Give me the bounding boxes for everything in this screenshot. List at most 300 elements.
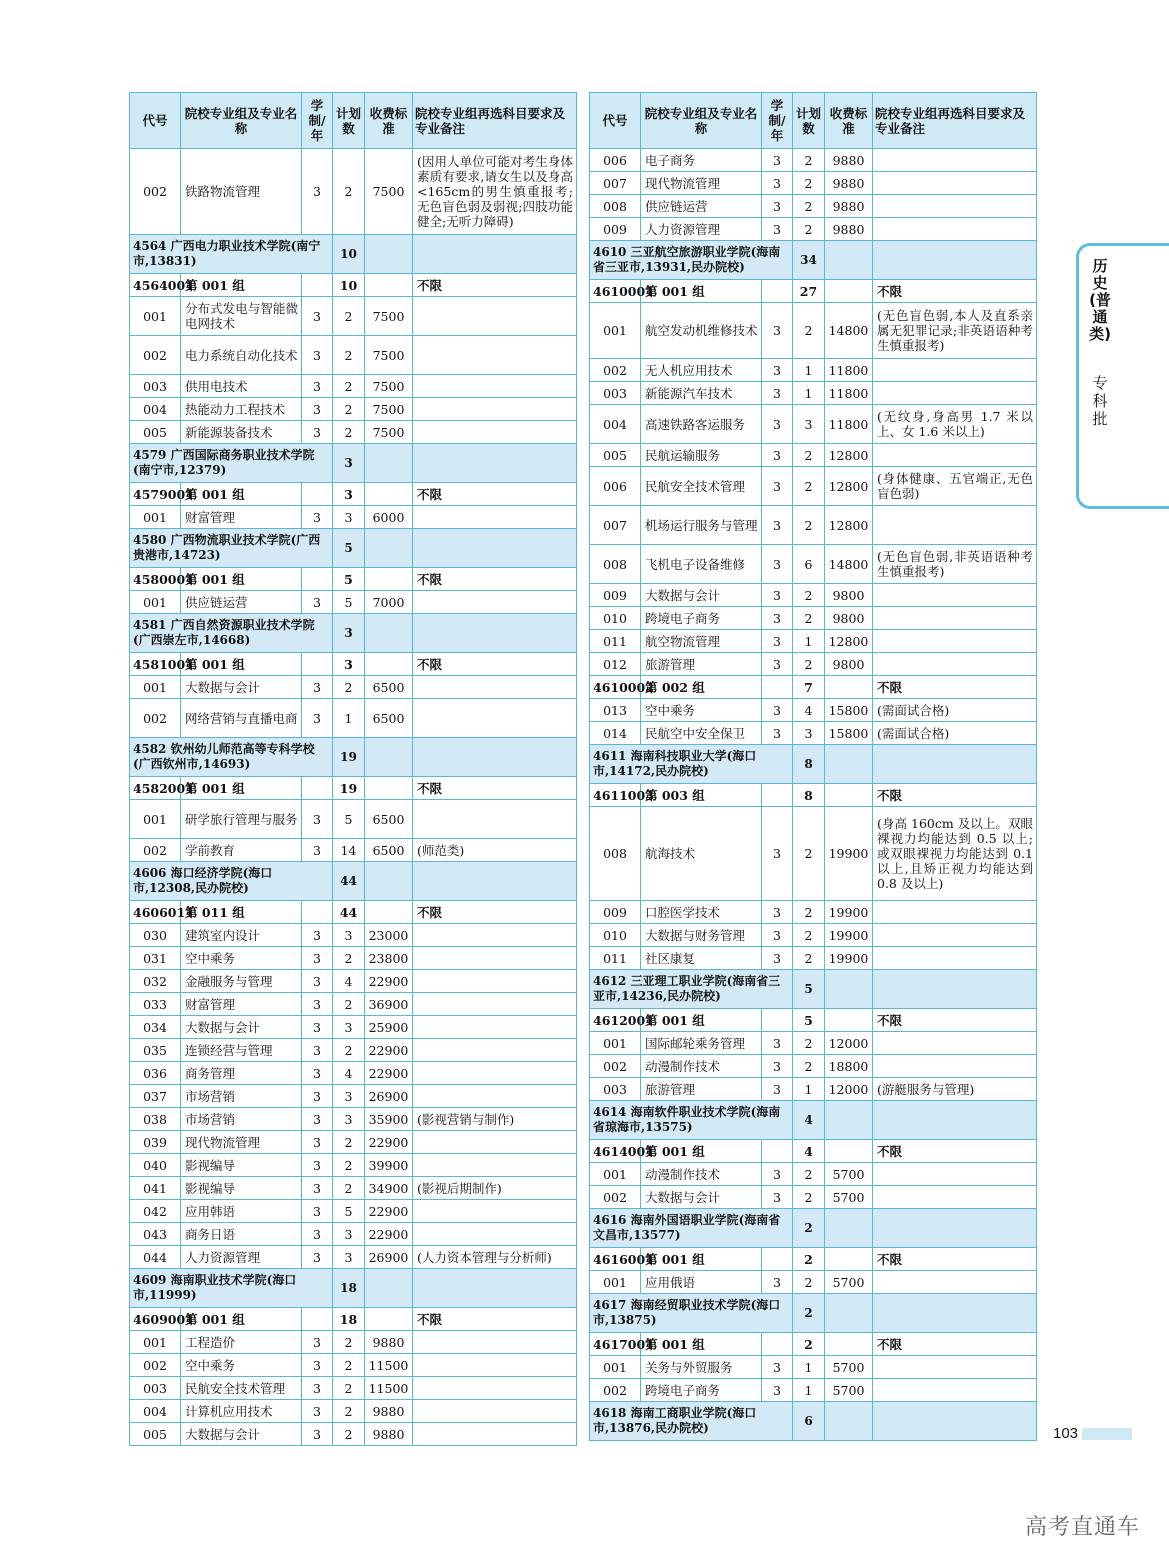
plan-count: 2 <box>333 336 365 375</box>
fee: 9800 <box>825 653 873 676</box>
subject-requirement: 不限 <box>873 676 1037 699</box>
major-row <box>590 218 1037 241</box>
major-note <box>413 1223 577 1246</box>
plan-count: 5 <box>333 529 365 568</box>
major-row <box>130 1039 577 1062</box>
plan-count: 18 <box>333 1308 365 1331</box>
empty-cell <box>762 1140 793 1163</box>
fee: 7500 <box>365 398 413 421</box>
header-name: 院校专业组及专业名称 <box>641 93 762 149</box>
major-note <box>873 444 1037 467</box>
major-row <box>130 1246 577 1269</box>
empty-cell <box>873 241 1037 280</box>
plan-count: 5 <box>793 970 825 1009</box>
major-code: 003 <box>590 382 641 405</box>
years: 3 <box>762 1163 793 1186</box>
years: 3 <box>302 1039 333 1062</box>
plan-count: 2 <box>333 1377 365 1400</box>
school-row <box>130 1269 577 1308</box>
admissions-table-left <box>129 92 577 1446</box>
group-row <box>590 1333 1037 1356</box>
fee: 15800 <box>825 699 873 722</box>
group-code: 4606011 <box>130 901 181 924</box>
subject-requirement: 不限 <box>413 653 577 676</box>
fee: 9880 <box>825 195 873 218</box>
group-row <box>590 1140 1037 1163</box>
major-note <box>413 297 577 336</box>
major-note <box>873 506 1037 545</box>
major-code: 003 <box>590 1078 641 1101</box>
empty-cell <box>302 901 333 924</box>
major-row <box>130 970 577 993</box>
major-code: 003 <box>130 375 181 398</box>
plan-count: 2 <box>333 1154 365 1177</box>
years: 3 <box>762 699 793 722</box>
major-code: 039 <box>130 1131 181 1154</box>
major-row <box>130 1354 577 1377</box>
plan-count: 10 <box>333 274 365 297</box>
group-name: 第 001 组 <box>641 1009 762 1032</box>
group-row <box>130 483 577 506</box>
years: 3 <box>302 1423 333 1446</box>
major-name: 空中乘务 <box>181 1354 302 1377</box>
major-code: 042 <box>130 1200 181 1223</box>
empty-cell <box>825 1248 873 1271</box>
years: 3 <box>762 807 793 901</box>
fee: 22900 <box>365 1223 413 1246</box>
major-row <box>130 1400 577 1423</box>
years: 3 <box>302 297 333 336</box>
major-code: 001 <box>590 1032 641 1055</box>
years: 3 <box>302 375 333 398</box>
major-name: 铁路物流管理 <box>181 149 302 235</box>
years: 3 <box>302 1154 333 1177</box>
empty-cell <box>825 745 873 784</box>
fee: 7500 <box>365 375 413 398</box>
subject-requirement: 不限 <box>873 280 1037 303</box>
major-note: (因用人单位可能对考生身体素质有要求,请女生以及身高<165cm的男生慎重报考;无色盲色弱及弱视;四肢功能健全;无听力障碍) <box>413 149 577 235</box>
major-note <box>873 1055 1037 1078</box>
major-name: 计算机应用技术 <box>181 1400 302 1423</box>
major-code: 002 <box>590 359 641 382</box>
major-row <box>130 591 577 614</box>
school-row <box>590 970 1037 1009</box>
major-note <box>413 1377 577 1400</box>
school-name: 4611 海南科技职业大学(海口市,14172,民办院校) <box>590 745 793 784</box>
plan-count: 2 <box>333 993 365 1016</box>
group-row <box>130 1308 577 1331</box>
empty-cell <box>302 568 333 591</box>
header-code: 代号 <box>590 93 641 149</box>
plan-count: 2 <box>793 1248 825 1271</box>
years: 3 <box>302 1246 333 1269</box>
plan-count: 2 <box>333 1131 365 1154</box>
major-code: 036 <box>130 1062 181 1085</box>
school-row <box>590 1209 1037 1248</box>
plan-count: 27 <box>793 280 825 303</box>
major-row <box>590 405 1037 444</box>
years: 3 <box>302 993 333 1016</box>
major-row <box>590 149 1037 172</box>
plan-count: 3 <box>333 506 365 529</box>
major-code: 003 <box>130 1377 181 1400</box>
major-name: 供用电技术 <box>181 375 302 398</box>
major-note <box>413 1154 577 1177</box>
major-code: 008 <box>590 807 641 901</box>
plan-count: 3 <box>333 653 365 676</box>
plan-count: 8 <box>793 784 825 807</box>
major-code: 009 <box>590 901 641 924</box>
major-note <box>873 149 1037 172</box>
major-code: 011 <box>590 947 641 970</box>
plan-count: 2 <box>333 375 365 398</box>
fee: 23800 <box>365 947 413 970</box>
major-note <box>413 699 577 738</box>
major-note: (身高 160cm 及以上。双眼裸视力均能达到 0.5 以上;或双眼裸视力均能达到 0.1 以上,且矫正视力均能达到 0.8 及以上) <box>873 807 1037 901</box>
subject-requirement: 不限 <box>873 1009 1037 1032</box>
plan-count: 2 <box>793 195 825 218</box>
years: 3 <box>762 1356 793 1379</box>
plan-count: 4 <box>793 699 825 722</box>
major-code: 008 <box>590 195 641 218</box>
plan-count: 2 <box>333 398 365 421</box>
major-note <box>413 1131 577 1154</box>
header-fee: 收费标准 <box>365 93 413 149</box>
major-name: 新能源汽车技术 <box>641 382 762 405</box>
fee: 9880 <box>365 1423 413 1446</box>
years: 3 <box>762 1186 793 1209</box>
empty-cell <box>762 784 793 807</box>
major-name: 建筑室内设计 <box>181 924 302 947</box>
fee: 5700 <box>825 1163 873 1186</box>
group-name: 第 001 组 <box>181 274 302 297</box>
major-name: 无人机应用技术 <box>641 359 762 382</box>
major-code: 002 <box>130 839 181 862</box>
group-row <box>590 784 1037 807</box>
empty-cell <box>302 777 333 800</box>
major-row <box>130 1016 577 1039</box>
fee: 7500 <box>365 421 413 444</box>
plan-count: 2 <box>333 149 365 235</box>
major-code: 001 <box>590 1163 641 1186</box>
side-tab-subtitle: 专科批 <box>1092 374 1108 428</box>
major-note <box>873 901 1037 924</box>
years: 3 <box>302 1108 333 1131</box>
years: 3 <box>302 699 333 738</box>
group-code: 4616001 <box>590 1248 641 1271</box>
major-note <box>873 1186 1037 1209</box>
plan-count: 2 <box>793 1333 825 1356</box>
major-name: 大数据与会计 <box>181 676 302 699</box>
major-row <box>130 839 577 862</box>
major-note <box>413 1200 577 1223</box>
major-code: 030 <box>130 924 181 947</box>
major-row <box>130 1085 577 1108</box>
major-name: 分布式发电与智能微电网技术 <box>181 297 302 336</box>
years: 3 <box>302 1400 333 1423</box>
group-code: 4610001 <box>590 280 641 303</box>
major-name: 市场营销 <box>181 1085 302 1108</box>
empty-cell <box>365 235 413 274</box>
header-note: 院校专业组再选科目要求及专业备注 <box>413 93 577 149</box>
major-row <box>130 800 577 839</box>
plan-count: 2 <box>333 676 365 699</box>
major-note <box>413 421 577 444</box>
major-row <box>590 1186 1037 1209</box>
plan-count: 2 <box>333 421 365 444</box>
major-name: 社区康复 <box>641 947 762 970</box>
plan-count: 18 <box>333 1269 365 1308</box>
fee: 5700 <box>825 1271 873 1294</box>
empty-cell <box>762 1248 793 1271</box>
plan-count: 2 <box>793 1186 825 1209</box>
plan-count: 5 <box>793 1009 825 1032</box>
major-name: 国际邮轮乘务管理 <box>641 1032 762 1055</box>
major-name: 机场运行服务与管理 <box>641 506 762 545</box>
major-name: 大数据与会计 <box>181 1423 302 1446</box>
fee: 22900 <box>365 970 413 993</box>
fee: 11800 <box>825 405 873 444</box>
group-row <box>130 568 577 591</box>
fee: 19900 <box>825 924 873 947</box>
major-row <box>130 924 577 947</box>
major-code: 004 <box>130 1400 181 1423</box>
major-row <box>130 676 577 699</box>
plan-count: 1 <box>793 630 825 653</box>
subject-requirement: 不限 <box>873 784 1037 807</box>
fee: 14800 <box>825 303 873 359</box>
fee: 12000 <box>825 1032 873 1055</box>
plan-count: 3 <box>333 1223 365 1246</box>
major-row <box>590 699 1037 722</box>
plan-count: 3 <box>333 1108 365 1131</box>
major-name: 新能源装备技术 <box>181 421 302 444</box>
major-note <box>413 993 577 1016</box>
fee: 19900 <box>825 947 873 970</box>
plan-count: 44 <box>333 862 365 901</box>
major-name: 供应链运营 <box>181 591 302 614</box>
header-years: 学制/年 <box>302 93 333 149</box>
major-note <box>413 1331 577 1354</box>
major-note <box>873 382 1037 405</box>
school-name: 4579 广西国际商务职业技术学院(南宁市,12379) <box>130 444 333 483</box>
major-code: 005 <box>590 444 641 467</box>
header-plan: 计划数 <box>793 93 825 149</box>
fee: 22900 <box>365 1200 413 1223</box>
major-name: 航海技术 <box>641 807 762 901</box>
years: 3 <box>762 218 793 241</box>
major-name: 应用俄语 <box>641 1271 762 1294</box>
plan-count: 2 <box>333 1039 365 1062</box>
years: 3 <box>762 947 793 970</box>
empty-cell <box>825 676 873 699</box>
major-row <box>590 1032 1037 1055</box>
school-name: 4612 三亚理工职业学院(海南省三亚市,14236,民办院校) <box>590 970 793 1009</box>
major-note <box>873 1379 1037 1402</box>
plan-count: 34 <box>793 241 825 280</box>
group-name: 第 001 组 <box>641 1333 762 1356</box>
major-name: 大数据与会计 <box>641 584 762 607</box>
empty-cell <box>825 1294 873 1333</box>
major-code: 044 <box>130 1246 181 1269</box>
major-note <box>413 924 577 947</box>
major-note: (师范类) <box>413 839 577 862</box>
school-row <box>130 235 577 274</box>
major-note <box>873 653 1037 676</box>
fee: 7500 <box>365 336 413 375</box>
major-name: 飞机电子设备维修 <box>641 545 762 584</box>
empty-cell <box>873 745 1037 784</box>
major-code: 005 <box>130 1423 181 1446</box>
years: 3 <box>762 653 793 676</box>
subject-requirement: 不限 <box>873 1248 1037 1271</box>
empty-cell <box>365 274 413 297</box>
page-number: 103 <box>1053 1425 1079 1442</box>
years: 3 <box>762 924 793 947</box>
major-row <box>590 545 1037 584</box>
fee: 12800 <box>825 506 873 545</box>
school-name: 4580 广西物流职业技术学院(广西贵港市,14723) <box>130 529 333 568</box>
major-name: 大数据与财务管理 <box>641 924 762 947</box>
plan-count: 3 <box>333 614 365 653</box>
fee: 7500 <box>365 297 413 336</box>
major-name: 动漫制作技术 <box>641 1055 762 1078</box>
major-note <box>873 924 1037 947</box>
major-note <box>413 1062 577 1085</box>
major-code: 001 <box>130 1331 181 1354</box>
school-name: 4582 钦州幼儿师范高等专科学校(广西钦州市,14693) <box>130 738 333 777</box>
years: 3 <box>762 382 793 405</box>
school-row <box>590 1101 1037 1140</box>
group-code: 4579001 <box>130 483 181 506</box>
empty-cell <box>365 483 413 506</box>
major-name: 民航空中安全保卫 <box>641 722 762 745</box>
group-name: 第 003 组 <box>641 784 762 807</box>
fee: 9880 <box>365 1400 413 1423</box>
major-code: 006 <box>590 149 641 172</box>
fee: 35900 <box>365 1108 413 1131</box>
major-name: 民航安全技术管理 <box>641 467 762 506</box>
major-row <box>590 924 1037 947</box>
fee: 9880 <box>365 1331 413 1354</box>
years: 3 <box>302 1354 333 1377</box>
major-note <box>413 1085 577 1108</box>
major-row <box>590 444 1037 467</box>
years: 3 <box>762 1379 793 1402</box>
major-code: 001 <box>590 1356 641 1379</box>
plan-count: 44 <box>333 901 365 924</box>
school-row <box>130 444 577 483</box>
major-row <box>590 1078 1037 1101</box>
major-note <box>413 336 577 375</box>
years: 3 <box>302 970 333 993</box>
major-note <box>873 1356 1037 1379</box>
header-fee: 收费标准 <box>825 93 873 149</box>
school-name: 4614 海南软件职业技术学院(海南省琼海市,13575) <box>590 1101 793 1140</box>
empty-cell <box>302 274 333 297</box>
years: 3 <box>762 405 793 444</box>
empty-cell <box>365 901 413 924</box>
major-row <box>590 172 1037 195</box>
plan-count: 19 <box>333 777 365 800</box>
fee: 5700 <box>825 1186 873 1209</box>
group-code: 4581001 <box>130 653 181 676</box>
header-plan: 计划数 <box>333 93 365 149</box>
fee: 18800 <box>825 1055 873 1078</box>
major-name: 大数据与会计 <box>641 1186 762 1209</box>
major-row <box>590 807 1037 901</box>
plan-count: 1 <box>793 1356 825 1379</box>
fee: 5700 <box>825 1379 873 1402</box>
subject-requirement: 不限 <box>873 1140 1037 1163</box>
years: 3 <box>762 467 793 506</box>
major-code: 002 <box>130 149 181 235</box>
fee: 11800 <box>825 359 873 382</box>
major-note <box>413 800 577 839</box>
plan-count: 2 <box>793 218 825 241</box>
fee: 9880 <box>825 218 873 241</box>
table-header-row <box>590 93 1037 149</box>
group-name: 第 001 组 <box>181 653 302 676</box>
major-code: 010 <box>590 607 641 630</box>
major-name: 跨境电子商务 <box>641 1379 762 1402</box>
group-name: 第 001 组 <box>641 1248 762 1271</box>
major-code: 010 <box>590 924 641 947</box>
major-note: (无色盲色弱,非英语语种考生慎重报考) <box>873 545 1037 584</box>
group-code: 4564001 <box>130 274 181 297</box>
fee: 19900 <box>825 901 873 924</box>
major-code: 001 <box>590 303 641 359</box>
plan-count: 4 <box>793 1101 825 1140</box>
major-code: 002 <box>130 336 181 375</box>
fee: 7000 <box>365 591 413 614</box>
side-tab-title: 历史(普通类) <box>1089 257 1111 343</box>
fee: 12800 <box>825 467 873 506</box>
major-row <box>130 421 577 444</box>
plan-count: 1 <box>793 1379 825 1402</box>
major-code: 033 <box>130 993 181 1016</box>
empty-cell <box>825 1209 873 1248</box>
major-name: 民航安全技术管理 <box>181 1377 302 1400</box>
major-name: 工程造价 <box>181 1331 302 1354</box>
major-code: 007 <box>590 172 641 195</box>
plan-count: 2 <box>793 1294 825 1333</box>
major-code: 009 <box>590 584 641 607</box>
major-row <box>130 1177 577 1200</box>
plan-count: 3 <box>793 722 825 745</box>
plan-count: 2 <box>793 1163 825 1186</box>
empty-cell <box>873 970 1037 1009</box>
years: 3 <box>302 1177 333 1200</box>
major-note <box>413 398 577 421</box>
plan-count: 5 <box>333 591 365 614</box>
empty-cell <box>365 738 413 777</box>
major-row <box>590 382 1037 405</box>
school-row <box>590 745 1037 784</box>
group-name: 第 001 组 <box>181 483 302 506</box>
years: 3 <box>302 1016 333 1039</box>
years: 3 <box>762 444 793 467</box>
group-name: 第 011 组 <box>181 901 302 924</box>
major-row <box>130 1108 577 1131</box>
major-note <box>413 947 577 970</box>
major-row <box>590 947 1037 970</box>
fee: 12000 <box>825 1078 873 1101</box>
empty-cell <box>873 1209 1037 1248</box>
group-name: 第 001 组 <box>181 568 302 591</box>
years: 3 <box>762 545 793 584</box>
plan-count: 3 <box>333 444 365 483</box>
